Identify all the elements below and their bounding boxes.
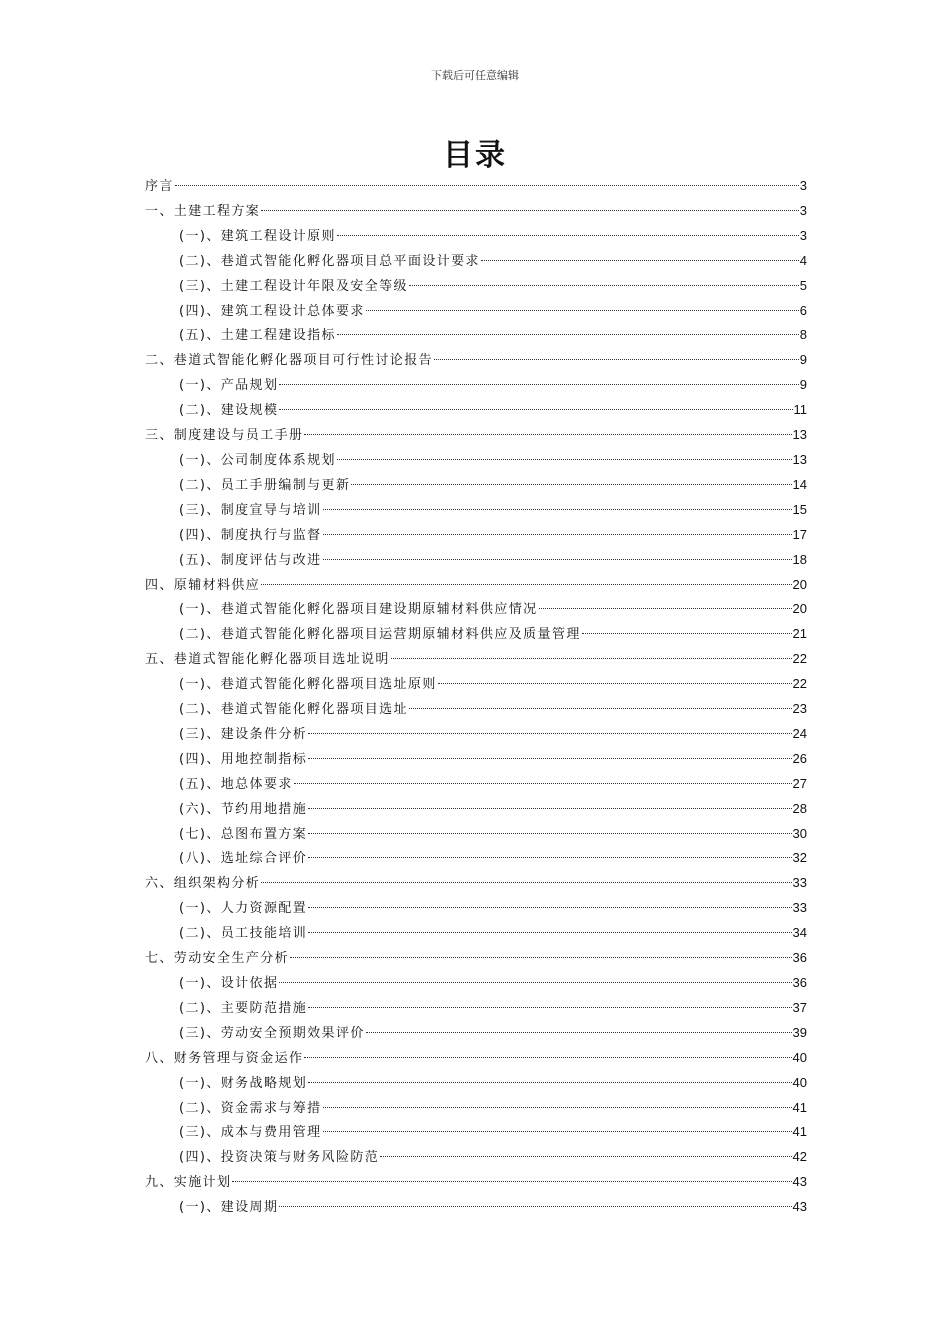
toc-entry[interactable] — [145, 274, 807, 299]
toc-dot-leader — [279, 982, 791, 983]
toc-page-number: 43 — [792, 1174, 807, 1190]
toc-entry[interactable] — [145, 996, 807, 1021]
toc-page-number: 20 — [792, 601, 807, 617]
toc-entry-text: 二、巷道式智能化孵化器项目可行性讨论报告 — [145, 353, 434, 369]
toc-entry[interactable] — [145, 1096, 807, 1121]
toc-dot-leader — [434, 359, 799, 360]
toc-entry-text: (一)、建设周期 — [179, 1200, 279, 1216]
toc-page-number: 40 — [792, 1049, 807, 1065]
toc-entry[interactable] — [145, 348, 807, 373]
toc-dot-leader — [290, 957, 792, 958]
toc-dot-leader — [279, 1206, 791, 1207]
toc-entry-text: (二)、巷道式智能化孵化器项目运营期原辅材料供应及质量管理 — [179, 627, 581, 643]
toc-page-number: 3 — [799, 202, 807, 218]
toc-entry-text: (二)、员工手册编制与更新 — [179, 477, 351, 493]
toc-page-number: 20 — [792, 576, 807, 592]
toc-entry[interactable] — [145, 672, 807, 697]
toc-page-number: 37 — [792, 999, 807, 1015]
toc-page-number: 17 — [792, 526, 807, 542]
toc-entry-text: 八、财务管理与资金运作 — [145, 1050, 304, 1066]
toc-page-number: 22 — [792, 676, 807, 692]
toc-page-number: 21 — [792, 626, 807, 642]
toc-page-number: 32 — [792, 850, 807, 866]
toc-entry[interactable] — [145, 373, 807, 398]
toc-page-number: 22 — [792, 651, 807, 667]
toc-entry-text: (二)、主要防范措施 — [179, 1000, 308, 1016]
toc-entry-text: (三)、土建工程设计年限及安全等级 — [179, 278, 408, 294]
toc-entry[interactable] — [145, 971, 807, 996]
toc-dot-leader — [323, 509, 792, 510]
toc-entry-text: (三)、建设条件分析 — [179, 726, 308, 742]
toc-entry[interactable] — [145, 423, 807, 448]
toc-title: 目录 — [443, 138, 507, 173]
toc-entry-text: (八)、选址综合评价 — [179, 851, 308, 867]
toc-page-number: 3 — [799, 178, 807, 193]
toc-page-number: 40 — [792, 1074, 807, 1090]
toc-page-number: 13 — [792, 427, 807, 443]
toc-entry-text: (二)、资金需求与筹措 — [179, 1100, 322, 1116]
toc-dot-leader — [323, 1131, 792, 1132]
toc-dot-leader — [308, 857, 791, 858]
toc-entry[interactable] — [145, 822, 807, 847]
toc-dot-leader — [409, 285, 799, 286]
toc-entry[interactable] — [145, 597, 807, 622]
toc-page-number: 14 — [792, 476, 807, 492]
toc-entry[interactable] — [145, 1145, 807, 1170]
toc-entry-text: (四)、制度执行与监督 — [179, 527, 322, 543]
toc-entry[interactable] — [145, 1170, 807, 1195]
toc-entry[interactable] — [145, 846, 807, 871]
toc-page-number: 41 — [792, 1124, 807, 1140]
toc-page-number: 9 — [799, 352, 807, 368]
toc-page-number: 11 — [793, 402, 807, 418]
toc-dot-leader — [304, 434, 791, 435]
toc-entry-text: (一)、巷道式智能化孵化器项目选址原则 — [179, 677, 437, 693]
toc-page-number: 41 — [792, 1099, 807, 1115]
toc-page-number: 15 — [792, 501, 807, 517]
toc-dot-leader — [337, 459, 792, 460]
toc-page-number: 18 — [792, 551, 807, 567]
toc-dot-leader — [261, 210, 799, 211]
toc-entry[interactable] — [145, 1071, 807, 1096]
toc-entry-text: (一)、设计依据 — [179, 976, 279, 991]
toc-page-number: 4 — [799, 252, 807, 268]
toc-entry-text: (七)、总图布置方案 — [179, 826, 308, 842]
toc-entry-text: (一)、人力资源配置 — [179, 901, 308, 917]
toc-dot-leader — [261, 584, 791, 585]
toc-entry[interactable] — [145, 747, 807, 772]
toc-entry-text: 序言 — [145, 179, 174, 194]
toc-entry-text: (六)、节约用地措施 — [179, 801, 308, 817]
toc-page-number: 5 — [799, 277, 807, 293]
toc-entry-text: (二)、巷道式智能化孵化器项目选址 — [179, 702, 408, 718]
toc-dot-leader — [539, 608, 792, 609]
toc-entry[interactable] — [145, 647, 807, 672]
toc-page-number: 26 — [792, 750, 807, 766]
toc-dot-leader — [279, 409, 792, 410]
toc-entry-text: (三)、制度宣导与培训 — [179, 502, 322, 518]
toc-entry-text: (四)、用地控制指标 — [179, 751, 308, 767]
toc-entry[interactable] — [145, 523, 807, 548]
toc-entry[interactable] — [145, 1021, 807, 1046]
toc-dot-leader — [582, 633, 792, 634]
toc-page-number: 36 — [792, 950, 807, 966]
toc-entry-text: 一、土建工程方案 — [145, 203, 261, 219]
toc-entry[interactable] — [145, 1120, 807, 1145]
toc-entry[interactable] — [145, 299, 807, 324]
toc-entry[interactable] — [145, 249, 807, 274]
toc-entry[interactable] — [145, 871, 807, 896]
toc-entry-text: (一)、建筑工程设计原则 — [179, 228, 336, 244]
toc-dot-leader — [366, 1032, 792, 1033]
toc-dot-leader — [438, 683, 792, 684]
toc-entry-text: (一)、巷道式智能化孵化器项目建设期原辅材料供应情况 — [179, 602, 538, 618]
toc-dot-leader — [308, 833, 791, 834]
toc-entry-text: 三、制度建设与员工手册 — [145, 428, 304, 444]
toc-page-number: 23 — [792, 701, 807, 717]
toc-dot-leader — [304, 1057, 791, 1058]
toc-page-number: 24 — [792, 725, 807, 741]
toc-entry-text: (二)、建设规模 — [179, 403, 279, 419]
toc-entry-text: 四、原辅材料供应 — [145, 577, 261, 593]
toc-entry-text: (一)、财务战略规划 — [179, 1075, 308, 1091]
toc-dot-leader — [308, 733, 791, 734]
table-of-contents — [145, 174, 807, 1220]
toc-page-number: 9 — [799, 377, 807, 393]
toc-dot-leader — [308, 758, 791, 759]
toc-entry[interactable] — [145, 224, 807, 249]
toc-entry-text: (五)、土建工程建设指标 — [179, 328, 336, 344]
toc-dot-leader — [308, 1007, 791, 1008]
toc-dot-leader — [380, 1156, 791, 1157]
toc-dot-leader — [308, 932, 791, 933]
toc-entry[interactable] — [145, 772, 807, 797]
toc-entry-text: (一)、公司制度体系规划 — [179, 452, 336, 468]
toc-dot-leader — [323, 534, 792, 535]
toc-page-number: 34 — [792, 925, 807, 941]
toc-dot-leader — [279, 384, 798, 385]
page-header-note: 下载后可任意编辑 — [431, 69, 519, 82]
toc-page-number: 42 — [792, 1149, 807, 1165]
toc-dot-leader — [323, 1107, 792, 1108]
toc-entry-text: (四)、建筑工程设计总体要求 — [179, 303, 365, 319]
toc-dot-leader — [308, 808, 791, 809]
toc-entry[interactable] — [145, 174, 807, 199]
toc-entry[interactable] — [145, 1046, 807, 1071]
toc-page-number: 39 — [792, 1024, 807, 1040]
toc-dot-leader — [232, 1181, 791, 1182]
toc-entry[interactable] — [145, 199, 807, 224]
toc-entry-text: 九、实施计划 — [145, 1175, 232, 1191]
toc-entry[interactable] — [145, 1195, 807, 1220]
toc-dot-leader — [261, 882, 791, 883]
toc-page-number: 6 — [799, 302, 807, 318]
toc-dot-leader — [308, 907, 791, 908]
toc-page-number: 13 — [792, 451, 807, 467]
toc-entry[interactable] — [145, 722, 807, 747]
toc-entry[interactable] — [145, 946, 807, 971]
toc-entry[interactable] — [145, 697, 807, 722]
toc-dot-leader — [391, 658, 792, 659]
toc-entry[interactable] — [145, 622, 807, 647]
toc-entry-text: (四)、投资决策与财务风险防范 — [179, 1150, 380, 1166]
toc-dot-leader — [294, 783, 792, 784]
toc-dot-leader — [351, 484, 791, 485]
toc-entry[interactable] — [145, 398, 807, 423]
toc-entry[interactable] — [145, 896, 807, 921]
toc-entry[interactable] — [145, 797, 807, 822]
toc-entry-text: (五)、制度评估与改进 — [179, 552, 322, 568]
toc-entry-text: 六、组织架构分析 — [145, 876, 261, 892]
toc-page-number: 33 — [792, 900, 807, 916]
toc-entry[interactable] — [145, 323, 807, 348]
toc-entry-text: 五、巷道式智能化孵化器项目选址说明 — [145, 652, 390, 668]
toc-page-number: 36 — [792, 975, 807, 990]
toc-dot-leader — [323, 559, 792, 560]
toc-dot-leader — [337, 235, 799, 236]
toc-dot-leader — [175, 185, 799, 186]
toc-entry[interactable] — [145, 498, 807, 523]
toc-page-number: 3 — [799, 227, 807, 243]
toc-entry-text: (二)、巷道式智能化孵化器项目总平面设计要求 — [179, 253, 480, 269]
toc-entry-text: 七、劳动安全生产分析 — [145, 951, 290, 967]
toc-page-number: 28 — [792, 800, 807, 816]
toc-page-number: 33 — [792, 875, 807, 891]
toc-dot-leader — [409, 708, 792, 709]
toc-entry-text: (二)、员工技能培训 — [179, 926, 308, 942]
toc-dot-leader — [337, 334, 799, 335]
toc-page-number: 43 — [792, 1199, 807, 1215]
toc-dot-leader — [308, 1082, 791, 1083]
toc-page-number: 30 — [792, 825, 807, 841]
toc-entry[interactable] — [145, 448, 807, 473]
toc-dot-leader — [366, 310, 799, 311]
toc-page-number: 8 — [799, 327, 807, 343]
toc-entry[interactable] — [145, 573, 807, 598]
toc-entry-text: (一)、产品规划 — [179, 378, 279, 394]
toc-entry[interactable] — [145, 548, 807, 573]
toc-entry[interactable] — [145, 473, 807, 498]
toc-entry-text: (五)、地总体要求 — [179, 776, 293, 792]
toc-entry-text: (三)、劳动安全预期效果评价 — [179, 1025, 365, 1041]
toc-page-number: 27 — [792, 775, 807, 791]
toc-dot-leader — [481, 260, 799, 261]
toc-entry[interactable] — [145, 921, 807, 946]
toc-entry-text: (三)、成本与费用管理 — [179, 1125, 322, 1141]
